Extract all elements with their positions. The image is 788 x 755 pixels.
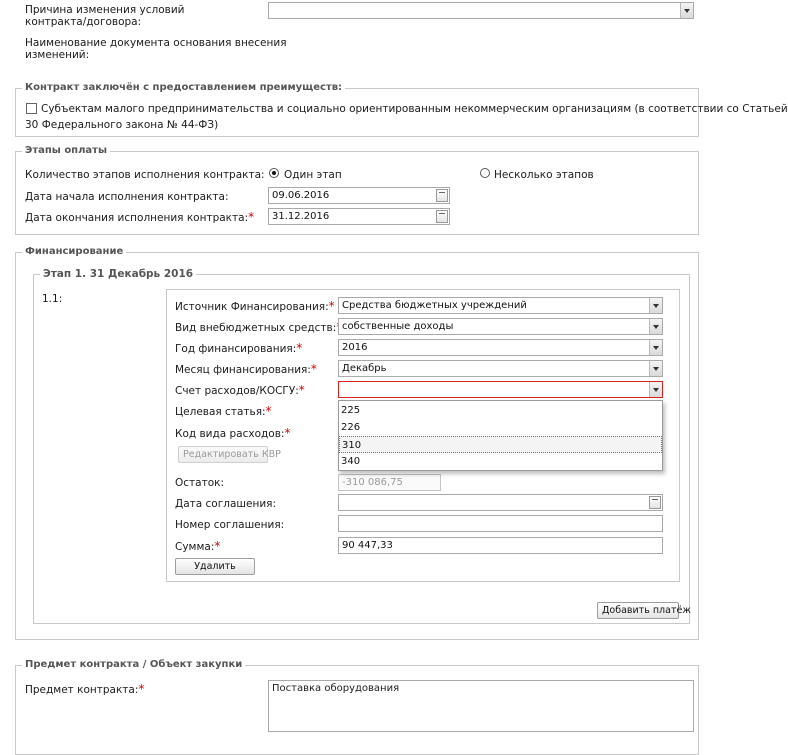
smp-checkbox-label-2: 30 Федерального закона № 44-ФЗ) xyxy=(25,119,219,131)
many-stages-label: Несколько этапов xyxy=(494,169,594,181)
extra-budget-value: собственные доходы xyxy=(342,321,454,332)
start-date-label: Дата начала исполнения контракта: xyxy=(25,191,229,203)
calendar-icon[interactable] xyxy=(649,496,661,509)
start-date-value: 09.06.2016 xyxy=(272,190,330,201)
remainder-input: -310 086,75 xyxy=(338,474,441,491)
chevron-down-icon[interactable] xyxy=(649,340,662,355)
smp-checkbox-label-1: Субъектам малого предпринимательства и социально ориентированным некоммерческим организациям (в соответствии со Статьей xyxy=(41,103,788,115)
extra-budget-label: Вид внебюджетных средств: xyxy=(175,321,342,335)
year-select[interactable] xyxy=(338,339,663,356)
agreement-number-input[interactable] xyxy=(338,515,663,532)
payment-stages-title: Этапы оплаты xyxy=(22,145,110,157)
chevron-down-icon[interactable] xyxy=(680,3,693,18)
required-mark: * xyxy=(138,682,145,696)
extra-budget-select[interactable] xyxy=(338,318,663,335)
required-mark: * xyxy=(214,539,221,553)
remainder-label: Остаток: xyxy=(175,477,225,489)
month-label: Месяц финансирования:* xyxy=(175,362,317,376)
agreement-date-label: Дата соглашения: xyxy=(175,498,276,510)
end-date-value: 31.12.2016 xyxy=(272,211,330,222)
agreement-date-input[interactable] xyxy=(338,494,663,511)
edit-kvr-button[interactable]: Редактировать КВР xyxy=(178,446,268,463)
change-reason-select[interactable] xyxy=(268,2,694,19)
subject-title: Предмет контракта / Объект закупки xyxy=(22,659,245,671)
subject-textarea[interactable]: Поставка оборудования xyxy=(268,680,694,732)
financing-title: Финансирование xyxy=(22,246,126,258)
source-value: Средства бюджетных учреждений xyxy=(342,300,527,311)
account-dropdown-list xyxy=(338,400,663,471)
smp-checkbox[interactable] xyxy=(26,103,37,114)
required-mark: * xyxy=(296,341,303,355)
required-mark: * xyxy=(284,426,291,440)
delete-button[interactable]: Удалить xyxy=(175,558,255,575)
one-stage-radio[interactable] xyxy=(269,168,279,178)
source-select[interactable] xyxy=(338,297,663,314)
account-label: Счет расходов/КОСГУ:* xyxy=(175,383,305,397)
subject-label: Предмет контракта:* xyxy=(25,682,145,696)
end-date-label: Дата окончания исполнения контракта:* xyxy=(25,210,255,224)
stage-count-label: Количество этапов исполнения контракта: xyxy=(25,169,265,181)
required-mark: * xyxy=(328,299,335,313)
required-mark: * xyxy=(248,210,255,224)
calendar-icon[interactable] xyxy=(436,210,448,223)
expense-type-label: Код вида расходов:* xyxy=(175,426,291,440)
sum-input[interactable]: 90 447,33 xyxy=(338,537,663,554)
chevron-down-icon[interactable] xyxy=(649,361,662,376)
basis-doc-label-2: изменений: xyxy=(25,49,90,61)
account-option[interactable]: 340 xyxy=(341,456,361,467)
required-mark: * xyxy=(298,383,305,397)
agreement-number-label: Номер соглашения: xyxy=(175,519,285,531)
sum-label: Сумма:* xyxy=(175,539,221,553)
change-reason-label-2: контракта/договора: xyxy=(25,16,142,28)
stage-1-title: Этап 1. 31 Декабрь 2016 xyxy=(40,268,196,280)
month-value: Декабрь xyxy=(342,363,387,374)
account-option[interactable]: 225 xyxy=(341,405,361,416)
change-reason-label-1: Причина изменения условий xyxy=(25,4,185,16)
chevron-down-icon[interactable] xyxy=(649,319,662,334)
one-stage-label: Один этап xyxy=(284,169,342,181)
chevron-down-icon[interactable] xyxy=(649,382,662,397)
account-select[interactable] xyxy=(338,381,663,398)
basis-doc-label-1: Наименование документа основания внесения xyxy=(25,37,287,49)
year-label: Год финансирования:* xyxy=(175,341,303,355)
year-value: 2016 xyxy=(342,342,368,353)
required-mark: * xyxy=(310,362,317,376)
month-select[interactable] xyxy=(338,360,663,377)
advantages-title: Контракт заключён с предоставлением преимуществ: xyxy=(22,82,345,94)
chevron-down-icon[interactable] xyxy=(649,298,662,313)
many-stages-radio[interactable] xyxy=(480,168,490,178)
row-number: 1.1: xyxy=(42,293,63,305)
start-date-input[interactable] xyxy=(268,187,450,204)
required-mark: * xyxy=(265,404,272,418)
source-label: Источник Финансирования:* xyxy=(175,299,335,313)
add-payment-button[interactable]: Добавить платёж xyxy=(597,602,679,619)
calendar-icon[interactable] xyxy=(436,189,448,202)
end-date-input[interactable] xyxy=(268,208,450,225)
account-option-highlighted[interactable]: 310 xyxy=(339,436,662,453)
account-option[interactable]: 226 xyxy=(341,422,361,433)
target-article-label: Целевая статья:* xyxy=(175,404,272,418)
